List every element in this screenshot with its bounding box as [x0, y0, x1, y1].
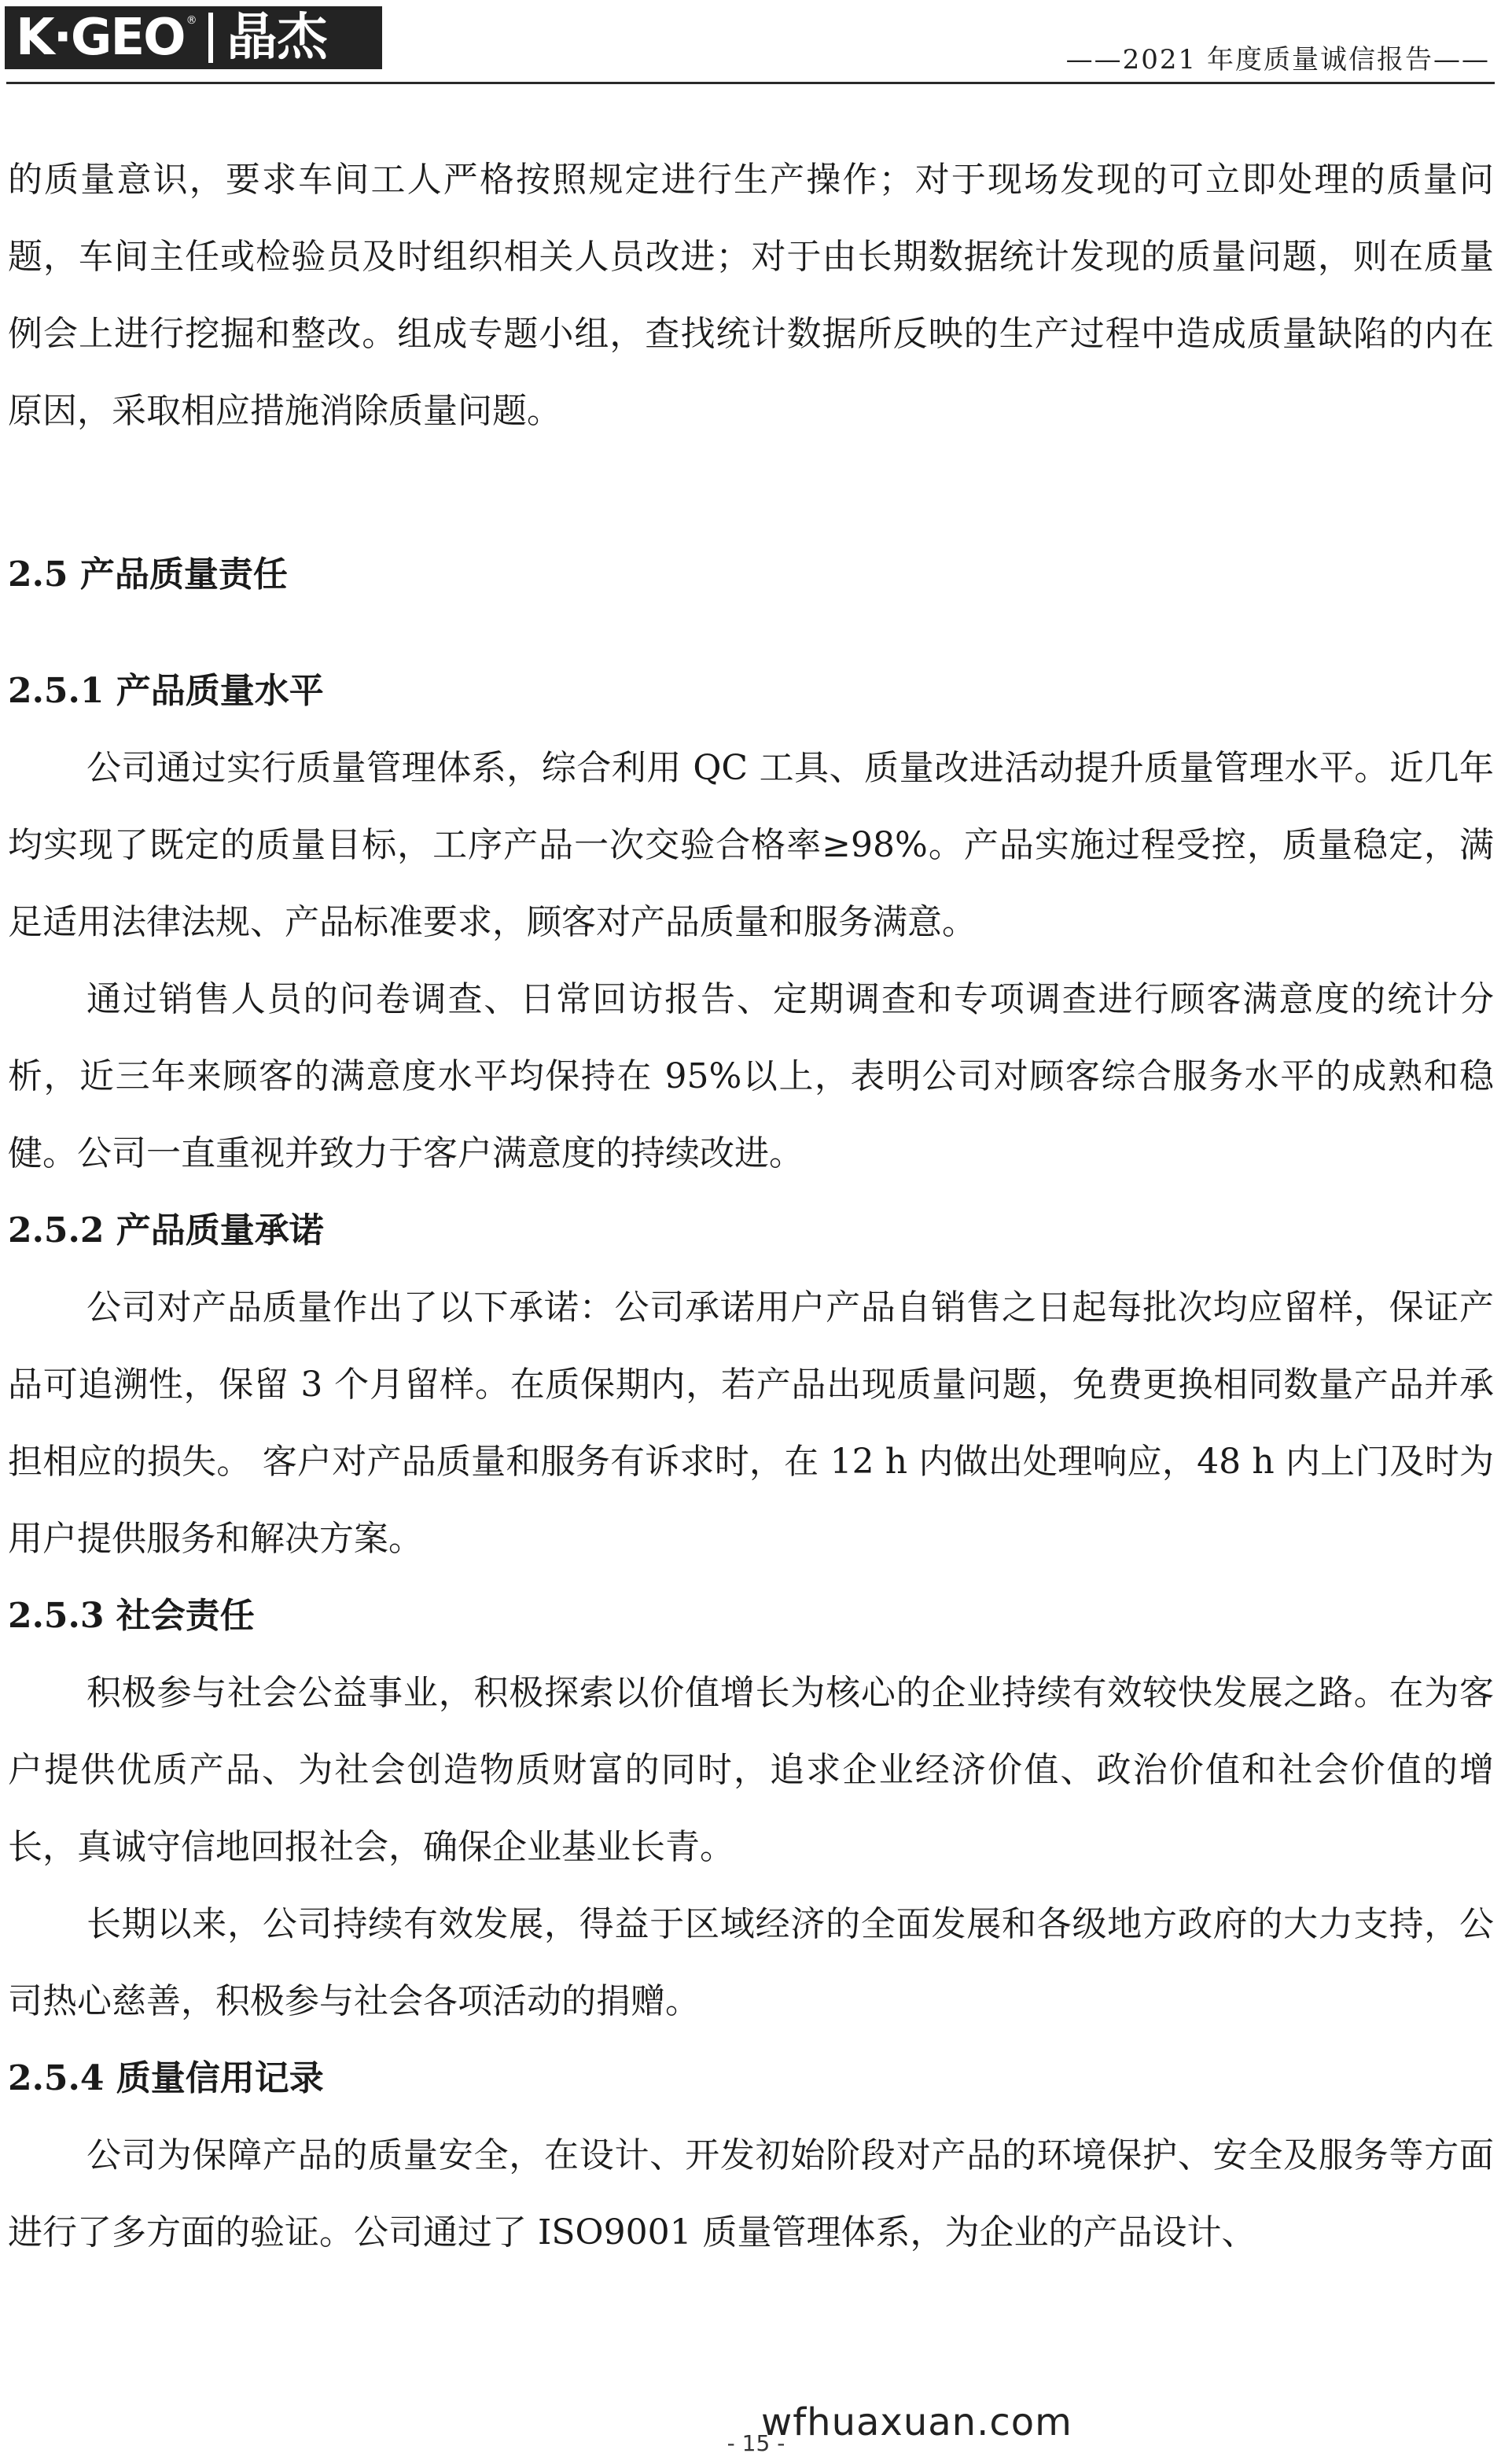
spacer [8, 450, 1494, 536]
section-heading-2-5-3: 2.5.3 社会责任 [8, 1596, 255, 1636]
paragraph-quality-commitment: 公司对产品质量作出了以下承诺：公司承诺用户产品自销售之日起每批次均应留样，保证产品可追溯性，保留 3 个月留样。在质保期内，若产品出现质量问题，免费更换相同数量产品并承担相应的损失。 客户对产品质量和服务有诉求时，在 12 h 内做出处理响应，48 h 内上门及时为用户提供服务和解决方案。 [8, 1287, 1494, 1559]
section-heading-2-5: 2.5 产品质量责任 [8, 554, 288, 595]
logo-wordmark: K·GEO [16, 9, 185, 67]
document-body [8, 142, 1494, 2271]
section-heading-2-5-4: 2.5.4 质量信用记录 [8, 2058, 324, 2098]
paragraph-donations: 长期以来，公司持续有效发展，得益于区域经济的全面发展和各级地方政府的大力支持，公司热心慈善，积极参与社会各项活动的捐赠。 [8, 1904, 1494, 2021]
company-logo [5, 6, 382, 69]
section-heading-2-5-1: 2.5.1 产品质量水平 [8, 671, 324, 711]
header-divider [6, 82, 1495, 84]
logo-divider [208, 13, 213, 63]
spacer [8, 613, 1494, 653]
section-heading-2-5-2: 2.5.2 产品质量承诺 [8, 1210, 324, 1251]
site-watermark: wfhuaxuan.com [761, 2400, 1072, 2444]
paragraph-customer-satisfaction: 通过销售人员的问卷调查、日常回访报告、定期调查和专项调查进行顾客满意度的统计分析，近三年来顾客的满意度水平均保持在 95%以上，表明公司对顾客综合服务水平的成熟和稳健。公司一直重视并致力于客户满意度的持续改进。 [8, 979, 1494, 1173]
logo-registered-mark: ® [186, 14, 197, 27]
logo-chinese-name: 晶杰 [226, 9, 328, 67]
page-number: - 15 - [727, 2430, 785, 2456]
page-header [0, 0, 1512, 88]
paragraph-intro: 的质量意识，要求车间工人严格按照规定进行生产操作；对于现场发现的可立即处理的质量问题，车间主任或检验员及时组织相关人员改进；对于由长期数据统计发现的质量问题，则在质量例会上进行挖掘和整改。组成专题小组，查找统计数据所反映的生产过程中造成质量缺陷的内在原因，采取相应措施消除质量问题。 [8, 160, 1494, 431]
paragraph-social-welfare: 积极参与社会公益事业，积极探索以价值增长为核心的企业持续有效较快发展之路。在为客户提供优质产品、为社会创造物质财富的同时，追求企业经济价值、政治价值和社会价值的增长，真诚守信地回报社会，确保企业基业长青。 [8, 1673, 1494, 1867]
paragraph-credit-record: 公司为保障产品的质量安全，在设计、开发初始阶段对产品的环境保护、安全及服务等方面进行了多方面的验证。公司通过了 ISO9001 质量管理体系，为企业的产品设计、 [8, 2135, 1494, 2253]
paragraph-quality-level: 公司通过实行质量管理体系，综合利用 QC 工具、质量改进活动提升质量管理水平。近几年均实现了既定的质量目标，工序产品一次交验合格率≥98%。产品实施过程受控，质量稳定，满足适用法律法规、产品标准要求，顾客对产品质量和服务满意。 [8, 748, 1494, 942]
report-title: ——2021 年度质量诚信报告—— [1065, 44, 1490, 76]
